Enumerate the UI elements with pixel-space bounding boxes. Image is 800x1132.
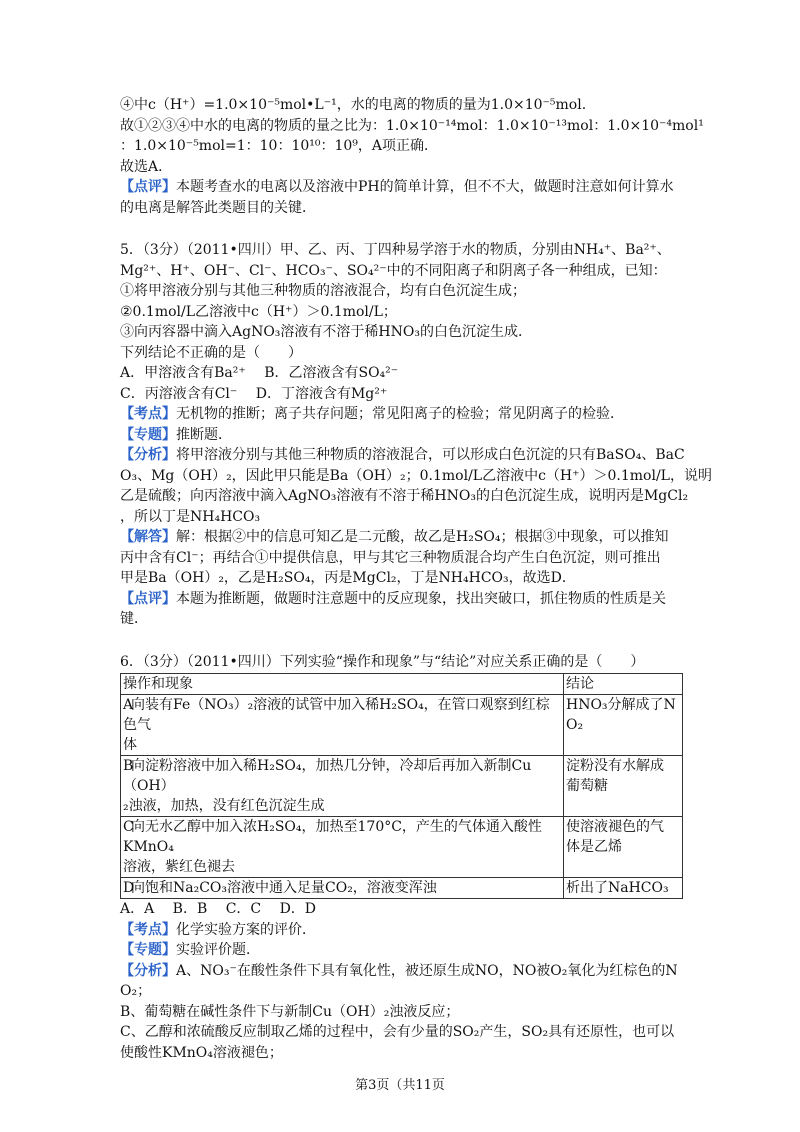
topic-tag: 【专题】	[120, 942, 176, 958]
text-line: 甲是Ba（OH）₂，乙是H₂SO₄，丙是MgCl₂，丁是NH₄HCO₃，故选D．	[120, 570, 576, 586]
page-footer: 第3页（共11页	[355, 1078, 445, 1093]
question-5	[120, 240, 712, 630]
text-line: ④中c（H⁺）=1.0×10⁻⁵mol•L⁻¹，水的电离的物质的量为1.0×10⁻⁵mol.	[120, 97, 587, 113]
text-line: 丙中含有Cl⁻；再结合①中提供信息，甲与其它三种物质混合均产生白色沉淀，则可推出	[120, 549, 661, 566]
comment-text: 本题考查水的电离以及溶液中PH的简单计算，但不不大，做题时注意如何计算水	[176, 179, 674, 195]
analysis-line	[120, 961, 690, 982]
text-line: 故选A．	[120, 158, 173, 175]
point-line	[120, 404, 690, 425]
analysis-line	[120, 445, 690, 466]
conclusion-text: O₂	[566, 717, 584, 733]
point-tag: 【考点】	[120, 921, 176, 938]
text-line: O₃、Mg（OH）₂，因此甲只能是Ba（OH）₂；0.1mol/L乙溶液中c（H⁺）＞0.1mol/L，说明	[120, 467, 712, 484]
row-label: D	[123, 880, 135, 896]
table-row	[121, 695, 683, 756]
analysis-tag: 【分析】	[120, 447, 176, 463]
operation-text: 体	[123, 737, 137, 753]
question-stem: Mg²⁺、H⁺、OH⁻、Cl⁻、HCO₃⁻、SO₄²⁻中的不同阳离子和阴离子各一种组成，已知：	[120, 262, 667, 279]
header-conclusion: 结论	[564, 674, 683, 695]
header-operation: 操作和现象	[121, 674, 564, 695]
analysis-tag: 【分析】	[120, 962, 176, 979]
conclusion-text: 体是乙烯	[566, 839, 622, 855]
condition-3: ③向丙容器中滴入AgNO₃溶液有不溶于稀HNO₃的白色沉淀生成．	[120, 324, 532, 340]
text-line: 的电离是解答此类题目的关键．	[120, 199, 316, 216]
operation-text: 向装有Fe（NO₃）₂溶液的试管中加入稀H₂SO₄，在管口观察到红棕色气	[123, 697, 550, 733]
operation-text: 向无水乙醇中加入浓H₂SO₄，加热至170°C，产生的气体通入酸性KMnO₄	[123, 819, 542, 855]
condition-2: ②0.1mol/L乙溶液中c（H⁺）＞0.1mol/L；	[120, 303, 397, 320]
point-text: 化学实验方案的评价．	[176, 921, 316, 938]
comment-line	[120, 589, 690, 610]
text-line: 使酸性KMnO₄溶液褪色；	[120, 1044, 283, 1061]
analysis-text: A、NO₃⁻在酸性条件下具有氧化性，被还原生成NO，NO被O₂氧化为红棕色的N	[176, 962, 678, 979]
row-label: B	[123, 758, 134, 774]
table-row	[121, 878, 683, 899]
table-row	[121, 817, 683, 878]
comment-line	[120, 177, 690, 198]
operation-conclusion-table	[120, 673, 683, 899]
analysis-text: 将甲溶液分别与其他三种物质的溶液混合，可以形成白色沉淀的只有BaSO₄、BaC	[176, 447, 685, 463]
comment-text: 本题为推断题，做题时注意题中的反应现象，找出突破口，抓住物质的性质是关	[176, 590, 666, 607]
operation-text: ₂浊液，加热，没有红色沉淀生成	[123, 798, 325, 814]
conclusion-text: 析出了NaHCO₃	[566, 880, 669, 896]
operation-text: 溶液，紫红色褪去	[123, 859, 235, 875]
topic-line	[120, 425, 690, 446]
text-line: ，所以丁是NH₄HCO₃	[120, 508, 261, 525]
comment-tag: 【点评】	[120, 590, 176, 607]
comment-tag: 【点评】	[120, 179, 176, 195]
row-label: A	[123, 697, 134, 713]
topic-line	[120, 940, 690, 961]
question-stem: 6．（3分）（2011•四川）下列实验“操作和现象”与“结论”对应关系正确的是（ ）	[120, 653, 645, 670]
topic-tag: 【专题】	[120, 426, 176, 443]
topic-text: 推断题．	[176, 426, 232, 443]
operation-text: 向饱和Na₂CO₃溶液中通入足量CO₂，溶液变浑浊	[131, 880, 437, 896]
point-line	[120, 920, 690, 941]
question-6	[120, 652, 690, 1064]
point-text: 无机物的推断；离子共存问题；常见阳离子的检验；常见阴离子的检验．	[176, 406, 624, 422]
text-line: B、葡萄糖在碱性条件下与新制Cu（OH）₂浊液反应；	[120, 1003, 460, 1020]
topic-text: 实验评价题．	[176, 942, 260, 958]
text-line: O₂；	[120, 983, 152, 999]
text-line: 键．	[120, 611, 148, 627]
answer-text: 解：根据②中的信息可知乙是二元酸，故乙是H₂SO₄；根据③中现象，可以推知	[176, 529, 669, 545]
table-row	[121, 756, 683, 817]
text-line: 乙是硫酸；向丙溶液中滴入AgNO₃溶液有不溶于稀HNO₃的白色沉淀生成，说明丙是MgCl₂	[120, 488, 689, 504]
options-row: C．丙溶液含有Cl⁻ D．丁溶液含有Mg²⁺	[120, 385, 388, 402]
page-content	[120, 95, 712, 1063]
answer-line	[120, 527, 690, 548]
conclusion-text: 淀粉没有水解成	[566, 758, 664, 774]
answer-tag: 【解答】	[120, 529, 176, 545]
q4-solution-tail	[120, 95, 704, 218]
text-line: ：1.0×10⁻⁵mol=1：10：10¹⁰：10⁹，A项正确．	[120, 138, 439, 154]
conclusion-text: 使溶液褪色的气	[566, 819, 664, 835]
table-header-row	[121, 674, 683, 695]
question-stem: 5．（3分）（2011•四川）甲、乙、丙、丁四种易学溶于水的物质，分别由NH₄⁺、Ba²⁺、	[120, 242, 671, 258]
conclusion-text: 葡萄糖	[566, 778, 608, 794]
options-row: A．甲溶液含有Ba²⁺ B．乙溶液含有SO₄²⁻	[120, 365, 399, 381]
operation-text: 向淀粉溶液中加入稀H₂SO₄，加热几分钟，冷却后再加入新制Cu（OH）	[123, 758, 532, 794]
options-row: A．A B．B C．C D．D	[120, 901, 317, 917]
question-prompt: 下列结论不正确的是（ ）	[120, 344, 302, 361]
conclusion-text: HNO₃分解成了N	[566, 697, 676, 713]
text-line: 故①②③④中水的电离的物质的量之比为：1.0×10⁻¹⁴mol：1.0×10⁻¹³mol：1.0×10⁻⁴mol¹	[120, 117, 704, 134]
point-tag: 【考点】	[120, 406, 176, 422]
condition-1: ①将甲溶液分别与其他三种物质的溶液混合，均有白色沉淀生成；	[120, 283, 526, 299]
text-line: C、乙醇和浓硫酸反应制取乙烯的过程中，会有少量的SO₂产生，SO₂具有还原性，也可以	[120, 1024, 675, 1040]
row-label: C	[123, 819, 134, 835]
